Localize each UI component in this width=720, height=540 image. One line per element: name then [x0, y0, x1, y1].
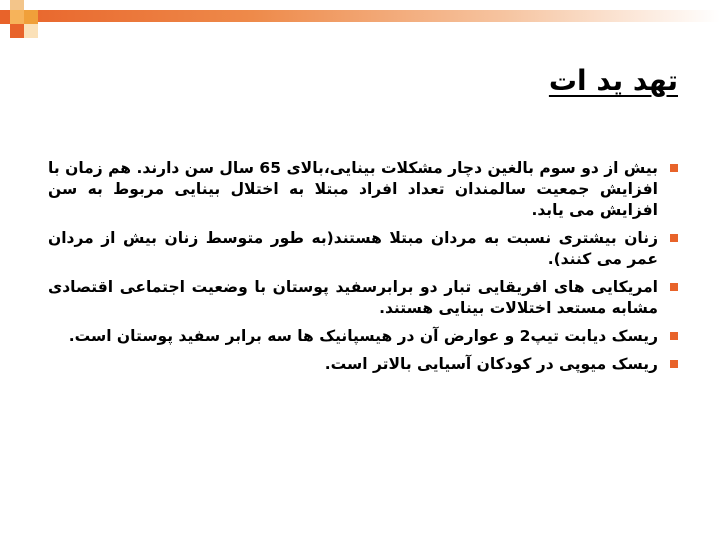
- square-bullet-icon: [670, 283, 678, 291]
- bullet-item: [48, 158, 680, 221]
- bullet-text: ریسک میوپی در کودکان آسیایی بالاتر است.: [324, 355, 658, 373]
- bullet-item: [48, 326, 680, 347]
- bullet-list: [48, 158, 680, 375]
- square-bullet-icon: [670, 164, 678, 172]
- corner-square: [10, 10, 24, 24]
- corner-square: [10, 24, 24, 38]
- bullet-text: زنان بیشتری نسبت به مردان مبتلا هستند(به طور متوسط زنان بیش از مردان عمر می کنند).: [48, 229, 658, 268]
- bullet-item: [48, 354, 680, 375]
- corner-decoration: [0, 0, 44, 46]
- slide-content: [48, 158, 680, 382]
- corner-square: [24, 10, 38, 24]
- square-bullet-icon: [670, 234, 678, 242]
- bullet-text: ریسک دیابت تیپ2 و عوارض آن در هیسپانیک ها سه برابر سفید پوستان است.: [68, 327, 658, 345]
- bullet-item: [48, 277, 680, 319]
- bullet-text: بیش از دو سوم بالغین دچار مشکلات بینایی،بالای 65 سال سن دارند. هم زمان با افزایش جمعیت سالمندان تعداد افراد مبتلا به اختلال بینایی مربوط به سن افزایش می یابد.: [48, 159, 658, 219]
- square-bullet-icon: [670, 360, 678, 368]
- corner-square: [0, 10, 10, 24]
- slide-title: تهد يد ات: [548, 64, 678, 97]
- bullet-item: [48, 228, 680, 270]
- bullet-text: امریکایی های افریقایی تبار دو برابرسفید پوستان با وضعیت اجتماعی اقتصادی مشابه مستعد اختلالات بینایی هستند.: [48, 278, 658, 317]
- corner-square: [24, 24, 38, 38]
- square-bullet-icon: [670, 332, 678, 340]
- header-gradient-bar: [0, 10, 720, 22]
